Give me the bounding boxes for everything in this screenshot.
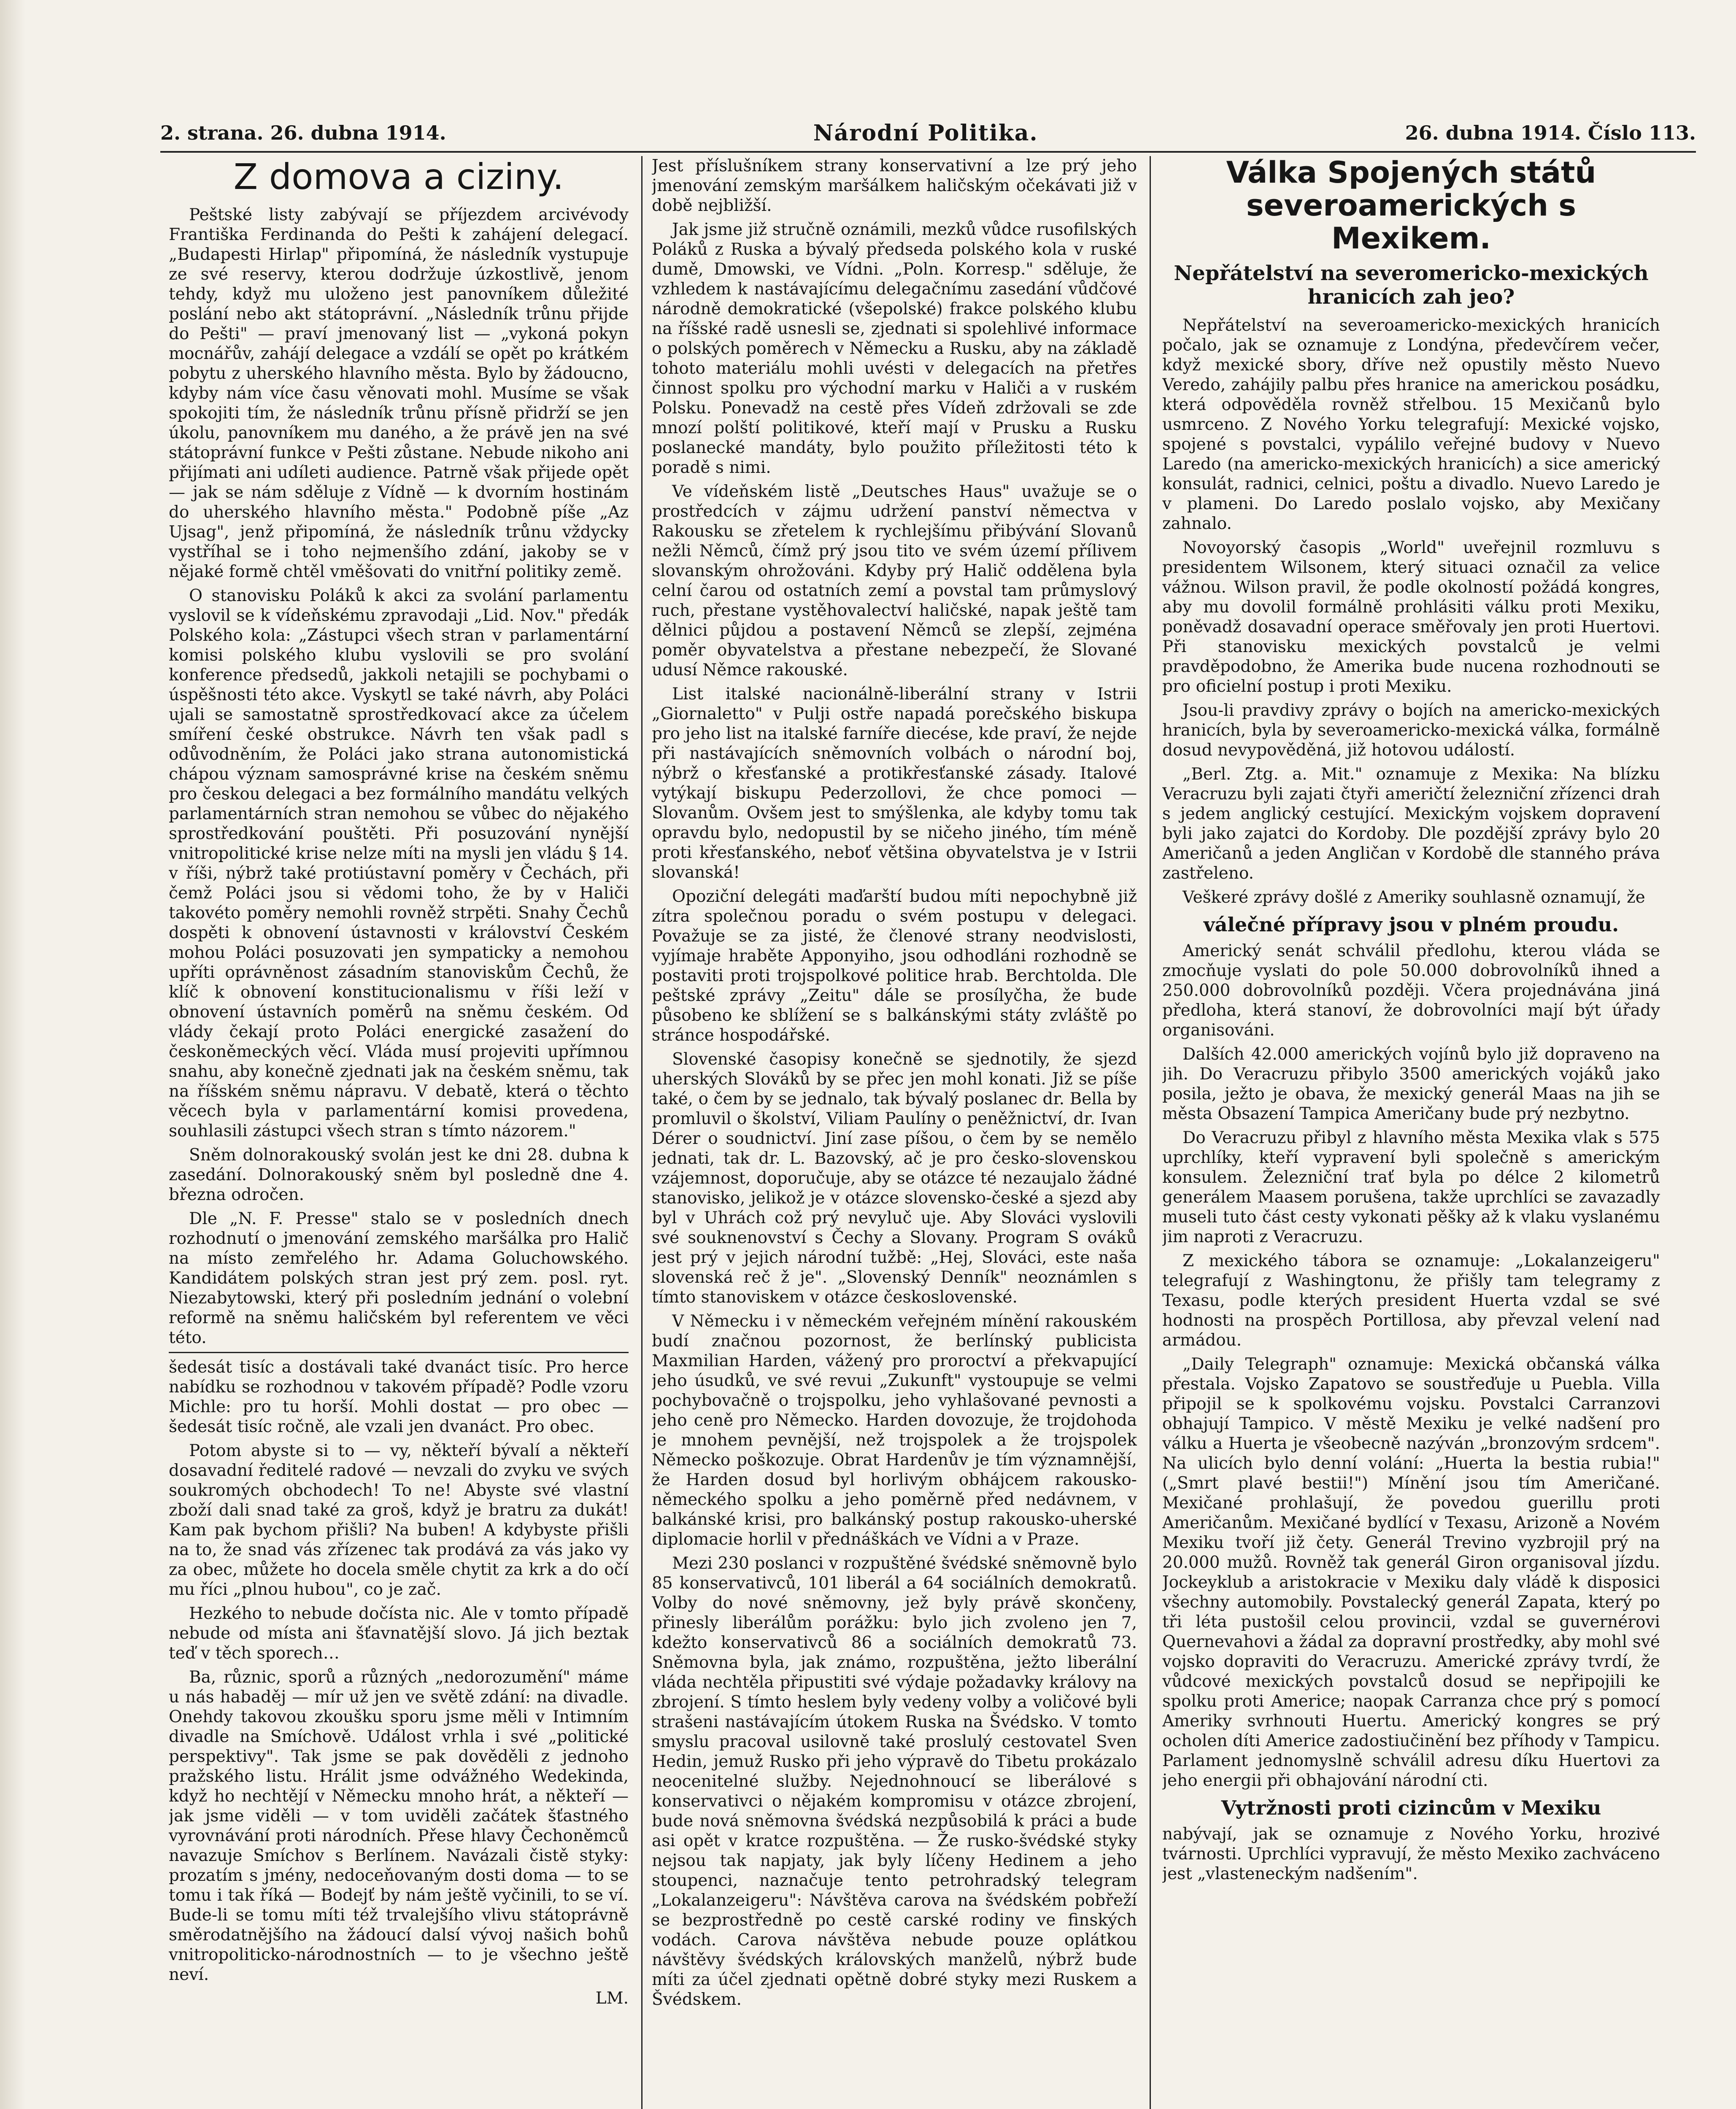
article-subheadline: Nepřátelství na severomericko-mexických hranicích zah jeo? xyxy=(1174,262,1649,309)
article-paragraph: Slovenské časopisy konečně se sjednotily, že sjezd uherských Slováků by se přec jen mohl konati. Již se píše také, o čem by se jednalo, tak bývalý poslanec dr. Bella by promluvil o školství, Viliam Paulíny o peněžnictví, dr. Ivan Dérer o soudnictví. Jiní zase píšou, o čem by se nemělo jednati, tak dr. L. Bazovský, ač je pro česko-slovenskou vzájemnost, doporučuje, aby se otázce té nezaujalo žádné stanovisko, jelikož je v otázce slovensko-české a sjezd aby byl v Uhrách což prý nevyluč uje. Aby Slováci vyslovili své souknenovství s Čechy a Slovany. Program S ováků jest prý v jejich národní tužbě: „Hej, Slováci, este naša slovenská reč ž je". „Slovenský Denník" neoznámlen s tímto stanoviskem v otázce československé. xyxy=(652,1050,1137,1307)
author-signature: LM. xyxy=(595,1989,629,2008)
feuilleton-paragraph: Ba, různic, sporů a různých „nedorozumění" máme u nás habaděj — mír už jen ve světě zdání: na divadle. Onehdy takovou zkoušku sporu jsme měli v Intimním divadle na Smíchově. Událost vrhla i své „politické perspektivy". Tak jsme se pak dověděli z jednoho pražského listu. Hrálit jsme odvážného Wedekinda, když ho nechtějí v Německu mnoho hrát, a někteří — jak jsme viděli — v tom uviděli začátek šťastného vyrovnávání proti národních. Přese hlavy Čechoněmců navazuje Smíchov s Berlínem. Navázali čistě styky: prozatím s jmény, nedoceňovaným dosti doma — to se tomu i tak říká — Bodejť by nám ještě vyčinili, to se ví. Bude-li se tomu míti též trvalejšího vlivu státoprávně směrodatnějšího na žádoucí dalsí vývoj našich bohů vnitropoliticko-národnostních — to je všechno ještě neví. xyxy=(169,1668,629,1984)
article-paragraph: O stanovisku Poláků k akci za svolání parlamentu vyslovil se k vídeňskému zpravodaji „Lid. Nov." předák Polského kola: „Zástupci všech stran v parlamentární komisi polského klubu vyslovili se pro svolání konference předsedů, jakkoli netajili se pochybami o úspěšnosti této akce. Vyskytl se také návrh, aby Poláci ujali se samostatně sprostředkovací akce za účelem smíření české obstrukce. Návrh ten však padl s odůvodněním, že Poláci jako strana autonomistická chápou význam samosprávné krise na českém sněmu pro českou delegaci a bez formálního mandátu velkých parlamentárních stran nemohou se vůbec do nějakého sprostředkování pouštěti. Při posuzování nynější vnitropolitické krise nelze míti na mysli jen vládu § 14. v říši, nýbrž také protiústavní poměry v Čechách, při čemž Poláci jsou si vědomi toho, že by v Haliči takovéto poměry nemohli rovněž strpěti. Snahy Čechů dospěti k obnovení ústavnosti v království Českém mohou Poláci posuzovati jen sympaticky a nemohou upříti oprávněnost zásadním stanoviskům Čechů, že klíč k obnovení konstitucionalismu v říši leží v obnovení ústavních poměrů na sněmu českém. Od vlády čekají proto Poláci energické zasažení do českoněmeckých věcí. Vláda musí projeviti upřímnou snahu, aby konečně zjednati jak na českém sněmu, tak na říšském sněmu nápravu. V debatě, která o těchto věcech byla v parlamentární komisi provedena, souhlasili zástupci všech stran s tímto názorem." xyxy=(169,586,629,1141)
column-politics xyxy=(652,156,1137,2109)
article-paragraph: V Německu i v německém veřejném mínění rakouském budí značnou pozornost, že berlínský publicista Maxmilian Harden, vážený pro proroctví a překvapující jeho úsudků, ve své revui „Zukunft" vystoupuje se velmi pochybovačně o trojspolku, jeho vyhlašované pevnosti a jeho ceně pro Německo. Harden dovozuje, že trojdohoda je mnohem pevnější, než trojspolek a že trojspolek Německo poškozuje. Obrat Hardenův je tím významnější, že Harden dosud byl horlivým obhájcem rakousko-německého spolku a jeho poměrně před nedávnem, v balkánské krisi, pro balkánský postup rakousko-uherské diplomacie horlil v přednáškách ve Vídni a v Praze. xyxy=(652,1312,1137,1549)
section-heading: Z domova a ciziny. xyxy=(233,156,564,197)
article-paragraph: „Daily Telegraph" oznamuje: Mexická občanská válka přestala. Vojsko Zapatovo se soustřeďuje u Puebla. Villa připojil se k spolkovému vojsku. Povstalci Carranzovi obhajují Tampico. V městě Mexiku je velké nadšení pro válku a Huerta je všeobecně nazýván „bronzovým srdcem". Na ulicích bylo denní volání: „Huerta la bestia rubia!" („Smrt plavé bestii!") Mínění jsou tím Američané. Mexičané prohlašují, že povedou guerillu proti Američanům. Mexičané bydlící v Texasu, Arizoně a Novém Mexiku tvoří již čety. Generál Trevino vyzbrojil prý na 20.000 mužů. Rovněž tak generál Giron organisoval jízdu. Jockeyklub a aristokracie v Mexiku daly vládě k disposici všechny automobily. Povstalecký generál Zapata, který po tři léta pustošil celou provincii, vzdal se guvernérovi Quernevahovi a žádal za dopravní prostředky, aby mohl své vojsko dopraviti do Veracruzu. Americké zprávy tvrdí, že vůdcové mexických povstalců dosud se nepřipojili ke spolku proti Americe; naopak Carranza chce prý s pomocí Ameriky svrhnouti Huertu. Americký kongres se prý ocholen díti Americe zadostiučinění bez příhody v Tampicu. Parlament jednomyslně schválil adresu díku Huertovi za jeho energii při obhajování národní cti. xyxy=(1162,1355,1660,1790)
article-paragraph: nabývají, jak se oznamuje z Nového Yorku, hrozivé tvárnosti. Uprchlíci vypravují, že město Mexiko zachváceno jest „vlasteneckým nadšením". xyxy=(1162,1825,1660,1883)
article-paragraph: Nepřátelství na severoamericko-mexických hranicích počalo, jak se oznamuje z Londýna, předevčírem večer, když mexické sbory, dříve než opustily město Nuevo Veredo, zahájily palbu přes hranice na americkou posádku, která odpověděla rovněž střelbou. 15 Mexičanů bylo usmrceno. Z Nového Yorku telegrafují: Mexické vojsko, spojené s povstalci, vypálilo veřejné budovy v Nuevo Laredo (na americko-mexických hranicích) a sice americký konsulát, radnici, celnici, poštu a divadlo. Nuevo Laredo je v plameni. Do Laredo poslalo vojsko, aby Mexičany zahnalo. xyxy=(1162,316,1660,533)
article-paragraph: Jest příslušníkem strany konservativní a lze prý jeho jmenování zemským maršálkem haličským očekávati již v době nejbližší. xyxy=(652,156,1137,215)
column-divider-1 xyxy=(641,156,643,2109)
article-paragraph: List italské nacionálně-liberální strany v Istrii „Giornaletto" v Pulji ostře napadá porečského biskupa pro jeho list na italské farníře diecése, kde praví, že nejde při nastávajících sněmovních volbách o národní boj, nýbrž o křesťanské a protikřesťanské zásady. Italové vytýkají biskupu Pederzollovi, že chce pomoci — Slovanům. Ovšem jest to smýšlenka, ale kdyby tomu tak opravdu bylo, nedopustil by se ničeho jiného, tím méně proti křesťanského, neboť většina obyvatelstva je v Istrii slovanská! xyxy=(652,685,1137,882)
feuilleton-paragraph: šedesát tisíc a dostávali také dvanáct tisíc. Pro herce nabídku se rozhodnou v takovém případě? Podle vzoru Michle: pro tu horší. Mohli dostat — pro obec — šedesát tisíc ročně, ale vzali jen dvanáct. Pro obec. xyxy=(169,1358,629,1436)
article-paragraph: Do Veracruzu přibyl z hlavního města Mexika vlak s 575 uprchlíky, kteří vypravení byli společně s americkým konsulem. Železniční trať byla po délce 2 kilometrů generálem Maasem porušena, takže uprchlíci se zavazadly museli tuto část cesty vykonati pěšky až k vlaku vyslanému jim naproti z Veracruzu. xyxy=(1162,1128,1660,1246)
feuilleton-paragraph: Hezkého to nebude dočísta nic. Ale v tomto případě nebude od místa ani šťavnatější slovo. Já jich beztak teď v těch sporech… xyxy=(169,1604,629,1663)
column-domestic-foreign xyxy=(169,156,629,2109)
article-paragraph: Mezi 230 poslanci v rozpuštěné švédské sněmovně bylo 85 konservativců, 101 liberál a 64 sociálních demokratů. Volby do nové sněmovny, jež byly právě skončeny, přinesly liberálům porážku: bylo jich zvoleno jen 7, kdežto konservativců 86 a sociálních demokratů 73. Sněmovna byla, jak známo, rozpuštěna, ježto liberální vláda nechtěla připustiti své výdaje požadavky královy na zbrojení. S tímto heslem byly vedeny volby a voličové byli strašeni nastávajícím útokem Ruska na Švédsko. V tomto smyslu pracoval usilovně také proslulý cestovatel Sven Hedin, jemuž Rusko při jeho výpravě do Tibetu prokázalo neocenitelné služby. Nejednohnoucí se liberálové s konservativci o nějakém kompromisu v otázce zbrojení, bude nová sněmovna švédská nezpůsobilá k práci a bude asi opět v kratce rozpuštěna. — Že rusko-švédské styky nejsou tak napjaty, jak byly líčeny Hedinem a jeho stoupenci, naznačuje tento petrohradský telegram „Lokalanzeigeru": Návštěva carova na švédském pobřeží se bezprostředně po cestě carské rodiny ve finských vodách. Carova návštěva nebude pouze oplátkou návštěvy švédských královských manželů, nýbrž bude míti za účel zjednati opětně dobré styky mezi Ruskem a Švédskem. xyxy=(652,1554,1137,2009)
feuilleton-rule xyxy=(169,1352,629,1353)
article-headline: Válka Spojených států severoamerických s Mexikem. xyxy=(1226,156,1596,256)
header-rule xyxy=(160,151,1696,153)
article-paragraph: Jsou-li pravdivy zprávy o bojích na americko-mexických hranicích, byla by severoamericko-mexická válka, formálně dosud nevypověděná, již hotovou událostí. xyxy=(1162,701,1660,760)
feuilleton-paragraph: Potom abyste si to — vy, někteří bývalí a někteří dosavadní ředitelé radové — nevzali do zvyku ve svých soukromých obchodech! To ne! Abyste své vlastní zboží dali snad také za groš, když je bratru za dukát! Kam pak bychom přišli? Na buben! A kdybyste přišli na to, že snad vás zřízenec tak prodává za vás jako vy za obec, můžete ho docela směle chytit za krk a do očí mu říci „plnou hubou", co je zač. xyxy=(169,1441,629,1599)
article-paragraph: Opoziční delegáti maďarští budou míti nepochybně již zítra společnou poradu o svém postupu v delegaci. Považuje se za jisté, že členové strany neodvislosti, vyjímaje hraběte Apponyiho, jsou odhodláni rozhodně se postaviti proti trojspolkové politice hrab. Berchtolda. Dle peštské zprávy „Zeitu" dále se prosílyčha, že bude působeno ke sblížení se s balkánskými státy zvláště po stránce hospodářské. xyxy=(652,887,1137,1045)
article-paragraph: Peštské listy zabývají se příjezdem arcivévody Františka Ferdinanda do Pešti k zahájení delegací. „Budapesti Hirlap" připomíná, že následník vystupuje ze své reservy, kterou dodržuje úzkostlivě, jenom tehdy, když mu uloženo jest panovníkem důležité poslání nebo akt státoprávní. „Následník trůnu přijde do Pešti" — praví jmenovaný list — „vykoná pokyn mocnářův, zahájí delegace a vzdálí se opět po krátkém pobytu z uherského hlavního města. Bylo by žádoucno, kdyby nám více času věnovati mohl. Musíme se však spokojiti tím, že následník trůnu přísně přidrží se jen úkolu, panovníkem mu daného, a že právě jen na své státoprávní funkce v Pešti zůstane. Nebude nikoho ani přijímati ani udíleti audience. Patrně však přijede opět — jak se nám sděluje z Vídně — k dvorním hostinám do uherského hlavního města." Podobně píše „Az Ujsag", jenž připomíná, že následník trůnu vždycky vystříhal se i toho nejmenšího zdání, jakoby se v nějaké formě chtěl vměšovati do vnitřní politiky země. xyxy=(169,205,629,581)
page-margin-right xyxy=(1696,0,1736,2109)
page-header xyxy=(160,118,1696,148)
article-paragraph: Jak jsme již stručně oznámili, mezků vůdce rusofilských Poláků z Ruska a bývalý předseda polského kola v ruské dumě, Dmowski, ve Vídni. „Poln. Korresp." sděluje, že vzhledem k nastávajícímu delegačnímu zasedání vůdčové národně demokratické (všepolské) frakce polského klubu na říšské radě usnesli se, zjednati si spolehlivé informace o polských poměrech v Německu a Rusku, aby na základě tohoto materiálu mohli uvésti v delegacích na přetřes činnost spolku pro východní marku v Haliči a v ruském Polsku. Ponevadž na cestě přes Vídeň zdržovali se zde mnozí polští politikové, kteří mají v Prusku a Rusku poslanecké mandáty, bylo použito příležitosti této k poradě s nimi. xyxy=(652,220,1137,477)
article-paragraph: Dle „N. F. Presse" stalo se v posledních dnech rozhodnutí o jmenování zemského maršálka pro Halič na místo zemřelého hr. Adama Goluchowského. Kandidátem polských stran jest prý zem. posl. ryt. Niezabytowski, který při posledním jednání o volební reformě na sněmu haličském byl referentem ve věci této. xyxy=(169,1209,629,1347)
article-paragraph: Ve vídeňském listě „Deutsches Haus" uvažuje se o prostředcích v zájmu udržení panství němectva v Rakousku se zřetelem k rychlejšímu přibývání Slovanů nežli Němců, čímž prý jsou tito ve svém území přílivem slovanským ohrožováni. Kdyby prý Halič oddělena byla celní čarou od ostatních zemí a povstal tam průmyslový ruch, přestane vystěhovalectví haličské, napak ještě tam dělnici půjdou a postavení Němců se zlepší, zejména poměr obyvatelstva a přestane nebezpečí, že Slované udusí Němce rakouské. xyxy=(652,482,1137,680)
column-divider-2 xyxy=(1150,156,1151,2109)
article-paragraph: Sněm dolnorakouský svolán jest ke dni 28. dubna k zasedání. Dolnorakouský sněm byl posledně dne 4. března odročen. xyxy=(169,1146,629,1204)
header-date-page: 2. strana. 26. dubna 1914. xyxy=(160,121,446,144)
article-paragraph: Novoyorský časopis „World" uveřejnil rozmluvu s presidentem Wilsonem, který situaci označil za velice vážnou. Wilson pravil, že podle okolností požádá kongres, aby mu dovolil formálně prohlásiti válku proti Mexiku, poněvadž dosavadní operace směřovaly jen proti Huertovi. Při stanovisku mexických povstalců je velmi pravděpodobno, že Amerika bude nucena rozhodnouti se pro oficielní postup i proti Mexiku. xyxy=(1162,538,1660,696)
newspaper-title: Národní Politika. xyxy=(813,120,1038,146)
article-paragraph: Dalších 42.000 amerických vojínů bylo již dopraveno na jih. Do Veracruzu přibylo 3500 amerických vojáků jako posila, ježto je obava, že mexický generál Maas na jih se města Obsazení Tampica Američany bude prý nezbytno. xyxy=(1162,1045,1660,1123)
article-paragraph: Americký senát schválil předlohu, kterou vláda se zmocňuje vyslati do pole 50.000 dobrovolníků ihned a 250.000 dobrovolníků později. Včera projednávána jiná předloha, která stanoví, že dobrovolníci mají být úřady organisováni. xyxy=(1162,941,1660,1040)
section-subheading: Vytržnosti proti cizincům v Mexiku xyxy=(1221,1796,1601,1819)
page-margin-left xyxy=(0,0,25,2109)
column-war-mexico xyxy=(1162,156,1660,2109)
section-subheading: válečné přípravy jsou v plném proudu. xyxy=(1203,913,1619,936)
article-paragraph: Veškeré zprávy došlé z Ameriky souhlasně oznamují, že xyxy=(1183,888,1645,907)
article-paragraph: Z mexického tábora se oznamuje: „Lokalanzeigeru" telegrafují z Washingtonu, že přišly tam telegramy z Texasu, podle kterých president Huerta vzdal se své hodnosti na prospěch Portillosa, aby převzal velení nad armádou. xyxy=(1162,1251,1660,1350)
article-paragraph: „Berl. Ztg. a. Mit." oznamuje z Mexika: Na blízku Veracruzu byli zajati čtyři američtí železniční zřízenci drah s jedem anglický cestující. Mexickým vojskem dopravení byli jako zajatci do Kordoby. Dle pozdější zprávy bylo 20 Američanů a jeden Angličan v Kordobě dle stanného práva zastřeleno. xyxy=(1162,765,1660,883)
header-issue-number: 26. dubna 1914. Číslo 113. xyxy=(1405,121,1696,144)
